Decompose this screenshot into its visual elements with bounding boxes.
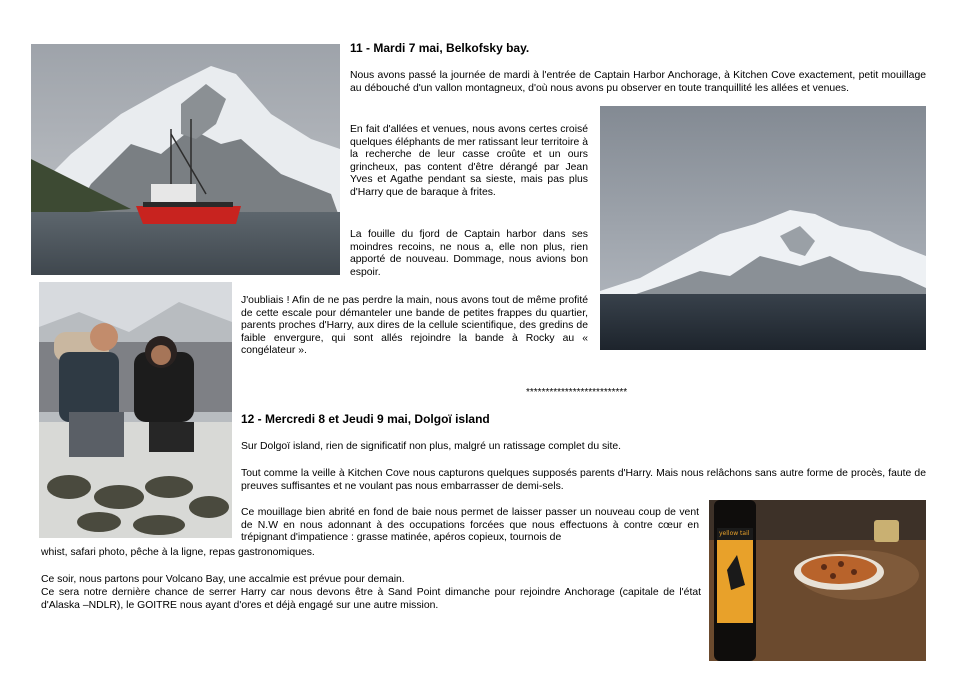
section1-paragraph-3: La fouille du fjord de Captain harbor dans ses moindres recoins, ne nous a, elle non plus, rien apporté de nouveau. Dommage, nous avions bon espoir. — [350, 229, 588, 278]
section2-paragraph-3-end: whist, safari photo, pêche à la ligne, repas gastronomiques. — [41, 547, 315, 558]
photo-boat-mountain — [31, 44, 340, 275]
section2-paragraph-5: Ce sera notre dernière chance de serrer Harry car nous devons être à Sand Point dimanche pour rejoindre Anchorage (capitale de l'état d'Alaska –NDLR), le GOITRE nous ayant d'ores et déjà engagé sur une autre mission. — [41, 587, 701, 611]
section1-paragraph-4: J'oubliais ! Afin de ne pas perdre la main, nous avons tout de même profité de cette escale pour démanteler une bande de petites frappes du quartier, parents proches d'Harry, aux dires de la cellule scientifique, des gredins de faible envergure, qui sont allés rejoindre la bande à Rocky au « congélateur ». — [241, 295, 588, 357]
section2-paragraph-1: Sur Dolgoï island, rien de significatif non plus, malgré un ratissage complet du site. — [241, 441, 622, 452]
section2-paragraph-4: Ce soir, nous partons pour Volcano Bay, une accalmie est prévue pour demain. — [41, 574, 405, 585]
section1-paragraph-1: Nous avons passé la journée de mardi à l'entrée de Captain Harbor Anchorage, à Kitchen Cove exactement, petit mouillage au débouché d'un vallon montagneux, d'où nous avons pu observer en toute tranquillité les allées et venues. — [350, 70, 926, 94]
section2-paragraph-2: Tout comme la veille à Kitchen Cove nous capturons quelques supposés parents d'Harry. Mais nous relâchons sans autre forme de procès, faute de preuves suffisantes et ne voulant pas nous embarrasser de demi-sels. — [241, 468, 926, 492]
section2-heading: 12 - Mercredi 8 et Jeudi 9 mai, Dolgoï island — [241, 412, 490, 426]
photo-wine-pizza — [709, 500, 926, 661]
photo-fishermen — [39, 282, 232, 538]
wine-label-text: yellow tail — [719, 530, 750, 537]
section1-paragraph-2: En fait d'allées et venues, nous avons certes croisé quelques éléphants de mer ratissant leur territoire à la recherche de leur casse croûte et un ours grincheux, pas content d'être dérangé par Jean Yves et Agathe pendant sa sieste, mais pas plus d'Harry que de baraque à frites. — [350, 124, 588, 198]
photo-snowy-mountains — [600, 106, 926, 350]
section1-heading: 11 - Mardi 7 mai, Belkofsky bay. — [350, 41, 530, 55]
section-separator: ************************** — [526, 387, 628, 398]
section2-paragraph-3: Ce mouillage bien abrité en fond de baie nous permet de laisser passer un nouveau coup de vent de N.W en nous adonnant à des occupations forcées que nous effectuons à contre cœur en trépignant d'impatience : grasse matinée, apéros copieux, tournois de — [241, 507, 699, 544]
